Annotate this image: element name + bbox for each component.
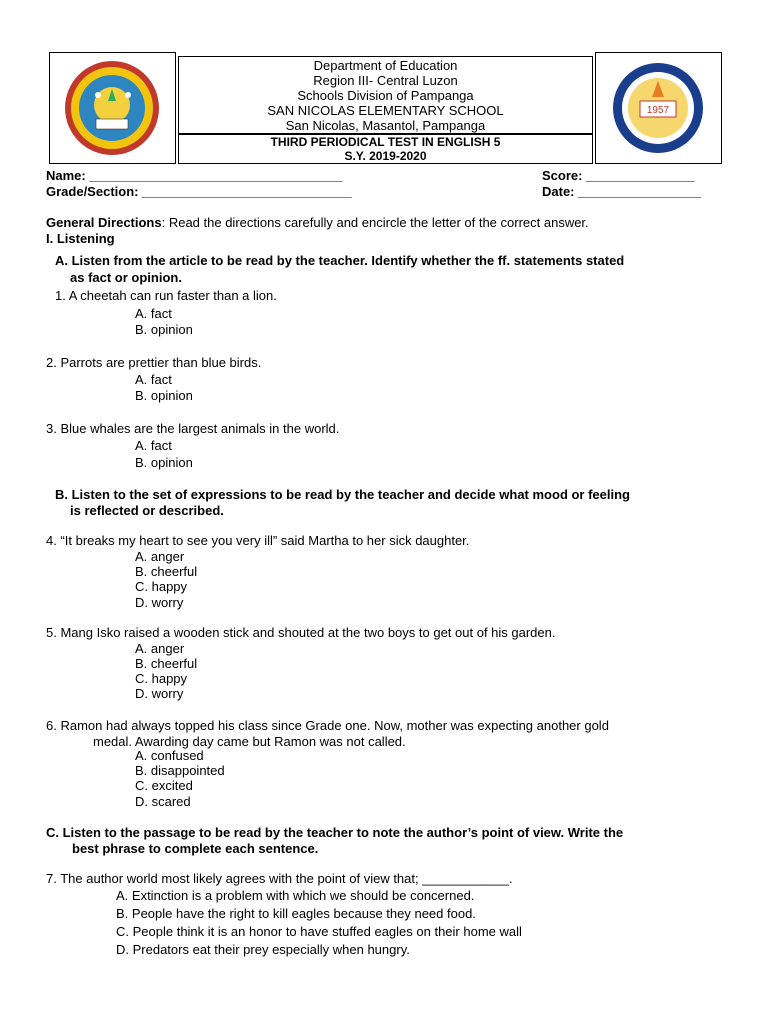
question-1: 1. A cheetah can run faster than a lion. [55,288,277,303]
q5-option-b[interactable]: B. cheerful [135,656,198,671]
q5-option-c[interactable]: C. happy [135,671,188,686]
question-3: 3. Blue whales are the largest animals in the world. [46,421,340,436]
q4-option-d[interactable]: D. worry [135,595,184,610]
q1-option-b[interactable]: B. opinion [135,322,193,337]
directions-label: General Directions [46,215,162,230]
q3-option-a[interactable]: A. fact [135,438,172,453]
q7-option-d[interactable]: D. Predators eat their prey especially when hungry. [116,942,410,957]
q4-option-c[interactable]: C. happy [135,579,188,594]
section-listening: I. Listening [46,231,115,246]
part-c-title-cont: best phrase to complete each sentence. [72,841,319,856]
school-seal-icon [596,53,721,163]
q4-option-b[interactable]: B. cheerful [135,564,198,579]
question-6: 6. Ramon had always topped his class since Grade one. Now, mother was expecting another gold [46,718,609,733]
question-5: 5. Mang Isko raised a wooden stick and shouted at the two boys to get out of his garden. [46,625,556,640]
school-address: San Nicolas, Masantol, Pampanga [285,118,486,133]
q7-option-b[interactable]: B. People have the right to kill eagles because they need food. [116,906,476,921]
q7-option-c[interactable]: C. People think it is an honor to have stuffed eagles on their home wall [116,924,522,939]
q6-option-c[interactable]: C. excited [135,778,193,793]
q2-option-b[interactable]: B. opinion [135,388,193,403]
part-a-title: A. Listen from the article to be read by the teacher. Identify whether the ff. statements stated [55,253,625,268]
test-title-box [178,134,593,164]
part-b-title: B. Listen to the set of expressions to be read by the teacher and decide what mood or feeling [55,487,631,502]
school-logo-box [595,52,722,164]
q3-option-b[interactable]: B. opinion [135,455,193,470]
q7-option-a[interactable]: A. Extinction is a problem with which we should be concerned. [116,888,475,903]
q5-option-d[interactable]: D. worry [135,686,184,701]
question-7: 7. The author world most likely agrees with the point of view that; ____________. [46,871,513,886]
school-year: S.Y. 2019-2020 [344,149,427,163]
school-year-founded: 1957 [646,105,670,116]
division-name: Schools Division of Pampanga [297,88,474,103]
general-directions [46,215,589,230]
q2-option-a[interactable]: A. fact [135,372,172,387]
region-name: Region III- Central Luzon [313,73,458,88]
part-c-title: C. Listen to the passage to be read by the teacher to note the author’s point of view. Write the [46,825,624,840]
q4-option-a[interactable]: A. anger [135,549,185,564]
grade-section-field[interactable]: Grade/Section: _____________________________ [46,184,352,199]
q6-option-b[interactable]: B. disappointed [135,763,225,778]
question-4: 4. “It breaks my heart to see you very ill” said Martha to her sick daughter. [46,533,470,548]
part-a-title-cont: as fact or opinion. [70,270,182,285]
school-name: SAN NICOLAS ELEMENTARY SCHOOL [267,103,504,118]
deped-seal-icon [50,53,175,163]
directions-text: : Read the directions carefully and encircle the letter of the correct answer. [161,215,589,230]
question-2: 2. Parrots are prettier than blue birds. [46,355,262,370]
question-6-cont: medal. Awarding day came but Ramon was not called. [93,734,406,749]
date-field[interactable]: Date: _________________ [542,184,702,199]
score-field[interactable]: Score: _______________ [542,168,695,183]
dept-name: Department of Education [313,58,458,73]
test-title: THIRD PERIODICAL TEST IN ENGLISH 5 [270,135,501,149]
q5-option-a[interactable]: A. anger [135,641,185,656]
name-field[interactable]: Name: ___________________________________ [46,168,343,183]
part-b-title-cont: is reflected or described. [70,503,224,518]
deped-logo-box [49,52,176,164]
q6-option-a[interactable]: A. confused [135,748,204,763]
q1-option-a[interactable]: A. fact [135,306,172,321]
q6-option-d[interactable]: D. scared [135,794,191,809]
header-info-box [178,56,593,134]
